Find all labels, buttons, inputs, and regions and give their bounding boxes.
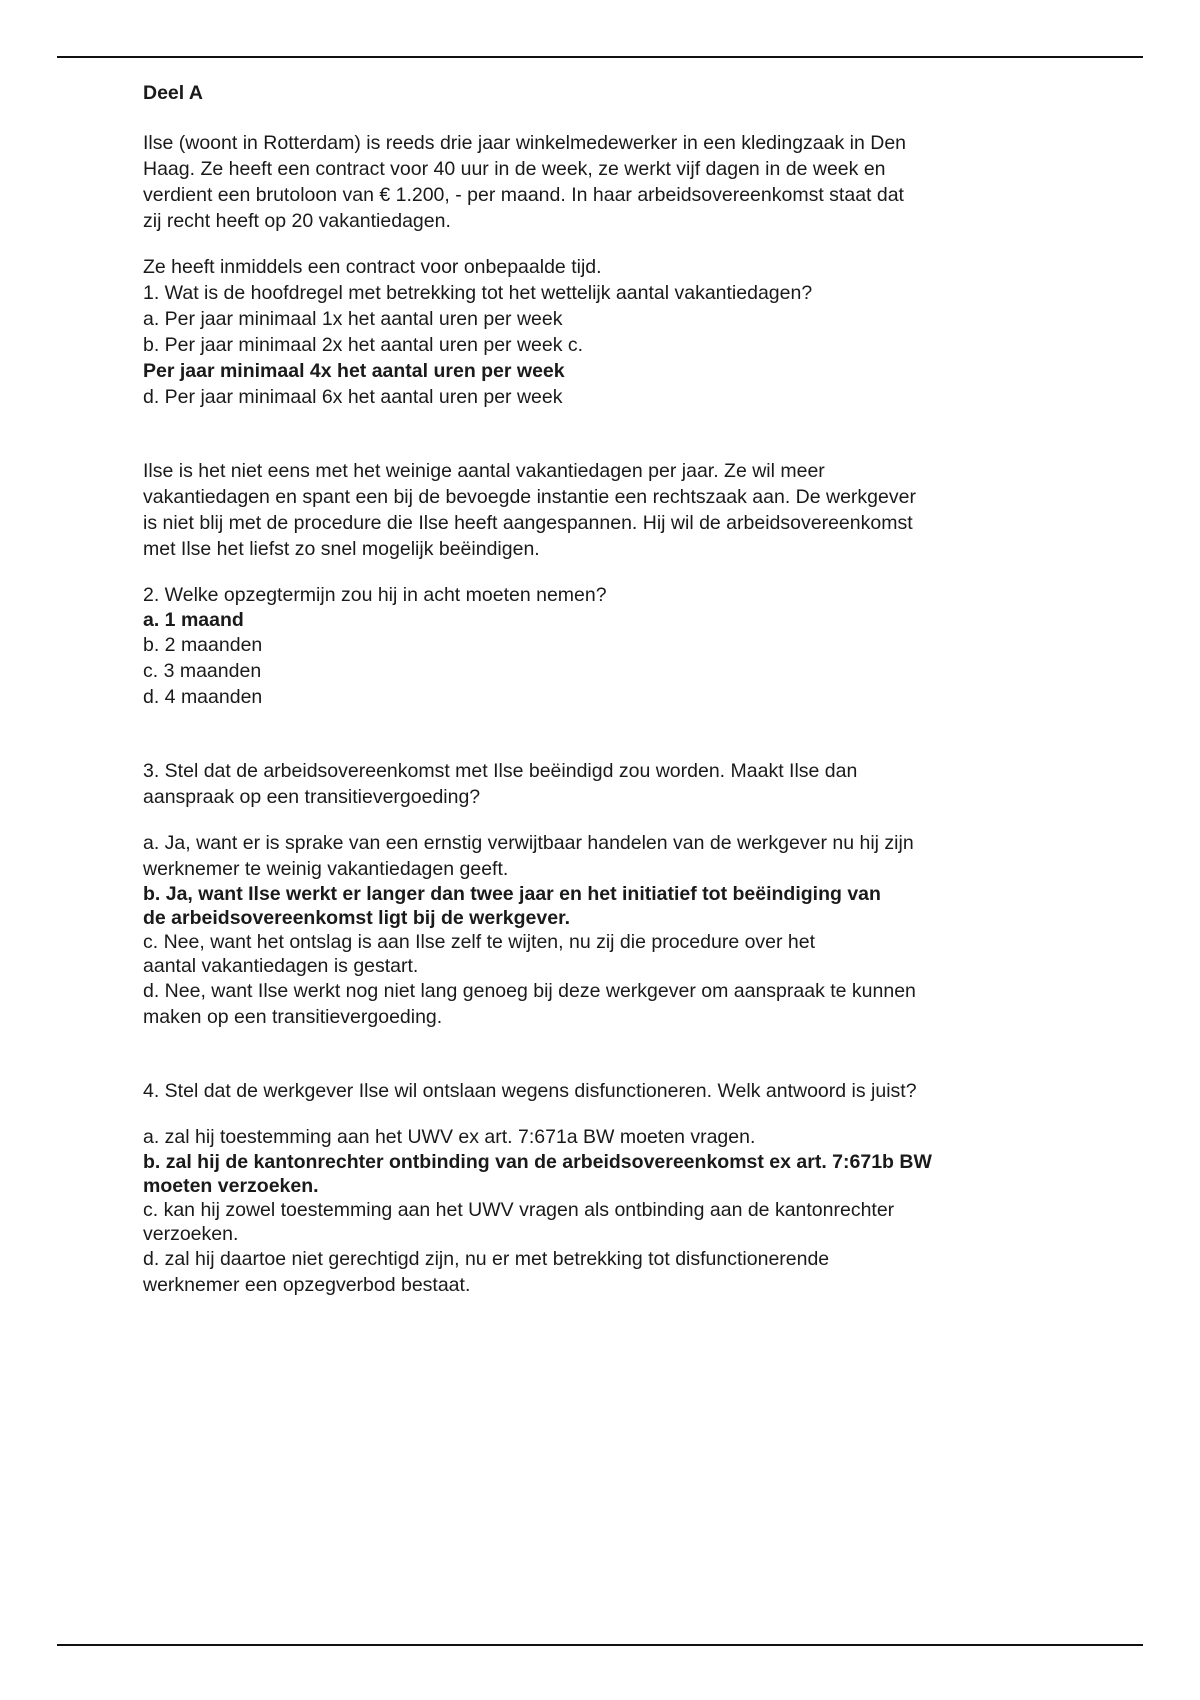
q1-option-b: b. Per jaar minimaal 2x het aantal uren per week c. bbox=[143, 334, 584, 356]
q3-option-c: c. Nee, want het ontslag is aan Ilse zelf te wijten, nu zij die procedure over het bbox=[143, 931, 816, 953]
q4-option-b-correct: moeten verzoeken. bbox=[143, 1175, 319, 1197]
question-4-text: 4. Stel dat de werkgever Ilse wil ontslaan wegens disfunctioneren. Welk antwoord is juist? bbox=[143, 1080, 917, 1102]
q3-option-b-correct: de arbeidsovereenkomst ligt bij de werkgever. bbox=[143, 907, 571, 929]
question-2-text: 2. Welke opzegtermijn zou hij in acht moeten nemen? bbox=[143, 584, 607, 606]
question-3-text: aanspraak op een transitievergoeding? bbox=[143, 786, 481, 808]
q2-option-b: b. 2 maanden bbox=[143, 634, 263, 656]
intro-line: Haag. Ze heeft een contract voor 40 uur in de week, ze werkt vijf dagen in de week en bbox=[143, 158, 886, 180]
q3-option-b-correct: b. Ja, want Ilse werkt er langer dan twee jaar en het initiatief tot beëindiging van bbox=[143, 883, 881, 905]
q3-option-a: a. Ja, want er is sprake van een ernstig verwijtbaar handelen van de werkgever nu hij zijn bbox=[143, 832, 914, 854]
q3-option-a: werknemer te weinig vakantiedagen geeft. bbox=[143, 858, 509, 880]
q3-option-d: d. Nee, want Ilse werkt nog niet lang genoeg bij deze werkgever om aanspraak te kunnen bbox=[143, 980, 916, 1002]
scenario-line: Ilse is het niet eens met het weinige aantal vakantiedagen per jaar. Ze wil meer bbox=[143, 460, 825, 482]
q2-option-d: d. 4 maanden bbox=[143, 686, 263, 708]
document-page bbox=[143, 80, 1073, 1298]
question-4 bbox=[143, 1078, 1073, 1298]
q4-option-d: werknemer een opzegverbod bestaat. bbox=[143, 1274, 471, 1296]
q4-option-c: c. kan hij zowel toestemming aan het UWV vragen als ontbinding aan de kantonrechter bbox=[143, 1199, 895, 1221]
q4-option-d: d. zal hij daartoe niet gerechtigd zijn, nu er met betrekking tot disfunctionerende bbox=[143, 1248, 830, 1270]
question-1 bbox=[143, 254, 1073, 410]
q3-option-d: maken op een transitievergoeding. bbox=[143, 1006, 443, 1028]
q4-option-c: verzoeken. bbox=[143, 1223, 239, 1245]
q4-option-a: a. zal hij toestemming aan het UWV ex art. 7:671a BW moeten vragen. bbox=[143, 1126, 756, 1148]
q2-option-c: c. 3 maanden bbox=[143, 660, 262, 682]
q3-option-c: aantal vakantiedagen is gestart. bbox=[143, 955, 419, 977]
intro-line: verdient een brutoloon van € 1.200, - per maand. In haar arbeidsovereenkomst staat dat bbox=[143, 184, 904, 206]
question-1-text: 1. Wat is de hoofdregel met betrekking tot het wettelijk aantal vakantiedagen? bbox=[143, 282, 813, 304]
question-3 bbox=[143, 758, 1073, 1030]
footer-rule bbox=[57, 1644, 1143, 1646]
scenario-line: met Ilse het liefst zo snel mogelijk beëindigen. bbox=[143, 538, 540, 560]
scenario-line: vakantiedagen en spant een bij de bevoegde instantie een rechtszaak aan. De werkgever bbox=[143, 486, 916, 508]
section-title: Deel A bbox=[143, 82, 203, 104]
scenario-line: is niet blij met de procedure die Ilse heeft aangespannen. Hij wil de arbeidsovereenkomst bbox=[143, 512, 913, 534]
question-2 bbox=[143, 582, 1073, 710]
scenario-paragraph bbox=[143, 458, 1073, 562]
question-3-text: 3. Stel dat de arbeidsovereenkomst met Ilse beëindigd zou worden. Maakt Ilse dan bbox=[143, 760, 858, 782]
q4-option-b-correct: b. zal hij de kantonrechter ontbinding van de arbeidsovereenkomst ex art. 7:671b BW bbox=[143, 1151, 932, 1173]
intro-line: zij recht heeft op 20 vakantiedagen. bbox=[143, 210, 451, 232]
header-rule bbox=[57, 56, 1143, 58]
q1-option-d: d. Per jaar minimaal 6x het aantal uren per week bbox=[143, 386, 563, 408]
intro-line: Ilse (woont in Rotterdam) is reeds drie jaar winkelmedewerker in een kledingzaak in Den bbox=[143, 132, 907, 154]
q1-option-c-correct: Per jaar minimaal 4x het aantal uren per week bbox=[143, 360, 565, 382]
question-1-context: Ze heeft inmiddels een contract voor onbepaalde tijd. bbox=[143, 256, 602, 278]
q1-option-a: a. Per jaar minimaal 1x het aantal uren per week bbox=[143, 308, 563, 330]
intro-paragraph bbox=[143, 130, 1073, 234]
q2-option-a-correct: a. 1 maand bbox=[143, 609, 244, 631]
